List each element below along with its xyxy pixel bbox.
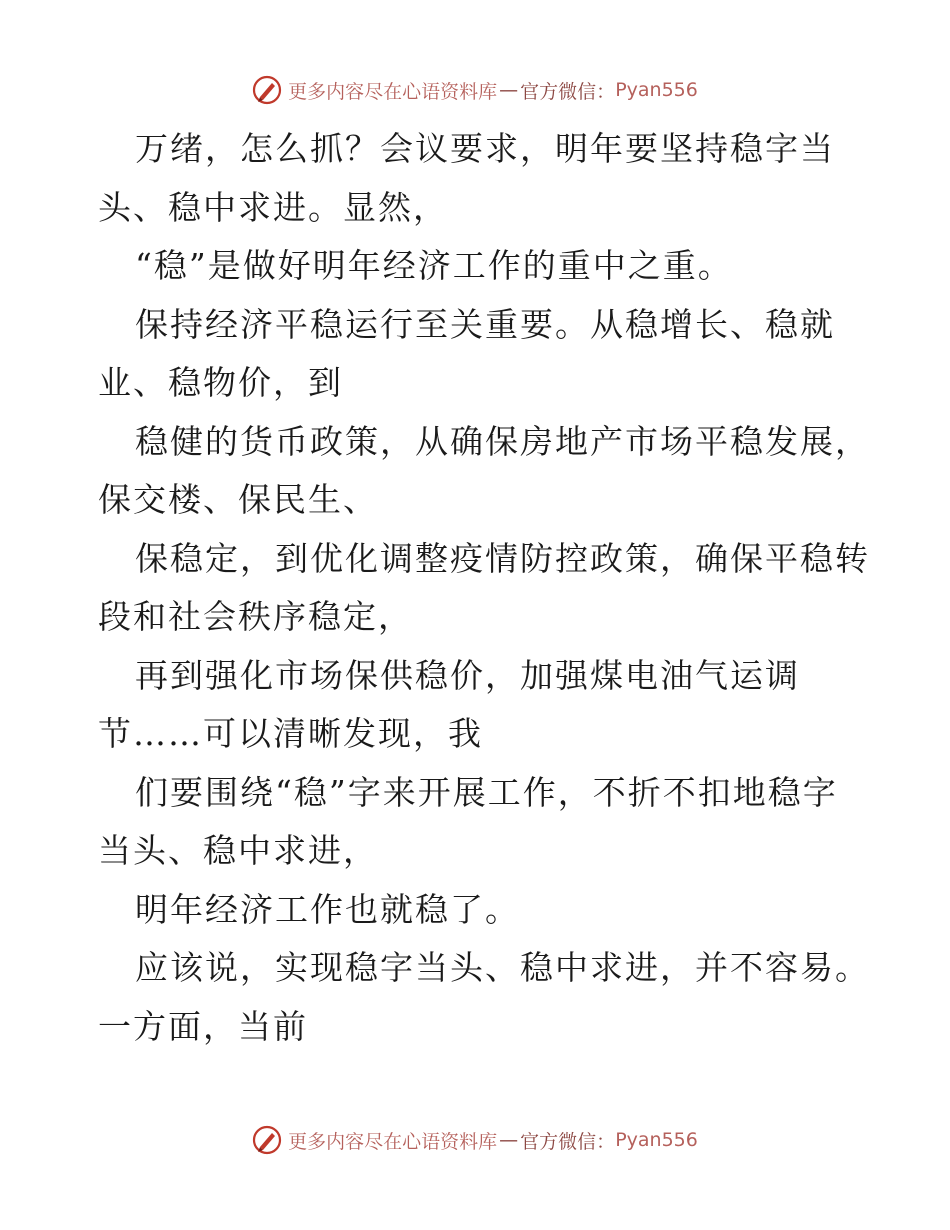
banner-dash: — <box>499 1129 519 1151</box>
banner-wechat-label: 官方微信： <box>520 80 616 103</box>
body-line-5: 业、稳物价，到 <box>98 363 343 402</box>
banner-wechat-id: Pyan556 <box>615 1129 698 1151</box>
pen-logo-icon <box>252 75 282 105</box>
body-line-13: 当头、稳中求进， <box>98 831 378 870</box>
body-line-12: 们要围绕“稳”字来开展工作，不折不扣地稳字 <box>135 772 838 812</box>
body-line-9: 段和社会秩序稳定， <box>98 597 413 636</box>
body-line-1: 万绪，怎么抓？会议要求，明年要坚持稳字当 <box>135 129 835 168</box>
pen-logo-icon <box>252 1125 282 1155</box>
body-line-8: 保稳定，到优化调整疫情防控政策，确保平稳转 <box>135 538 870 578</box>
body-line-4: 保持经济平稳运行至关重要。从稳增长、稳就 <box>135 304 835 344</box>
banner-wechat-label: 官方微信： <box>520 1130 616 1153</box>
banner-dash: — <box>499 79 519 101</box>
body-line-14: 明年经济工作也就稳了。 <box>135 889 520 929</box>
body-line-7: 保交楼、保民生、 <box>98 480 378 519</box>
body-line-3: “稳”是做好明年经济工作的重中之重。 <box>135 246 733 285</box>
body-line-16: 一方面，当前 <box>98 1006 308 1046</box>
banner-site-text: 更多内容尽在心语资料库 <box>288 1130 498 1153</box>
header-banner <box>0 70 950 110</box>
body-line-11: 节……可以清晰发现，我 <box>98 714 483 753</box>
body-line-2: 头、稳中求进。显然， <box>98 187 448 227</box>
banner-site-text: 更多内容尽在心语资料库 <box>288 80 498 103</box>
banner-wechat-id: Pyan556 <box>615 79 698 101</box>
document-body <box>98 120 870 1056</box>
body-line-6: 稳健的货币政策，从确保房地产市场平稳发展， <box>135 421 870 461</box>
footer-banner <box>0 1120 950 1160</box>
body-line-15: 应该说，实现稳字当头、稳中求进，并不容易。 <box>135 948 870 987</box>
body-line-10: 再到强化市场保供稳价，加强煤电油气运调 <box>135 655 800 695</box>
